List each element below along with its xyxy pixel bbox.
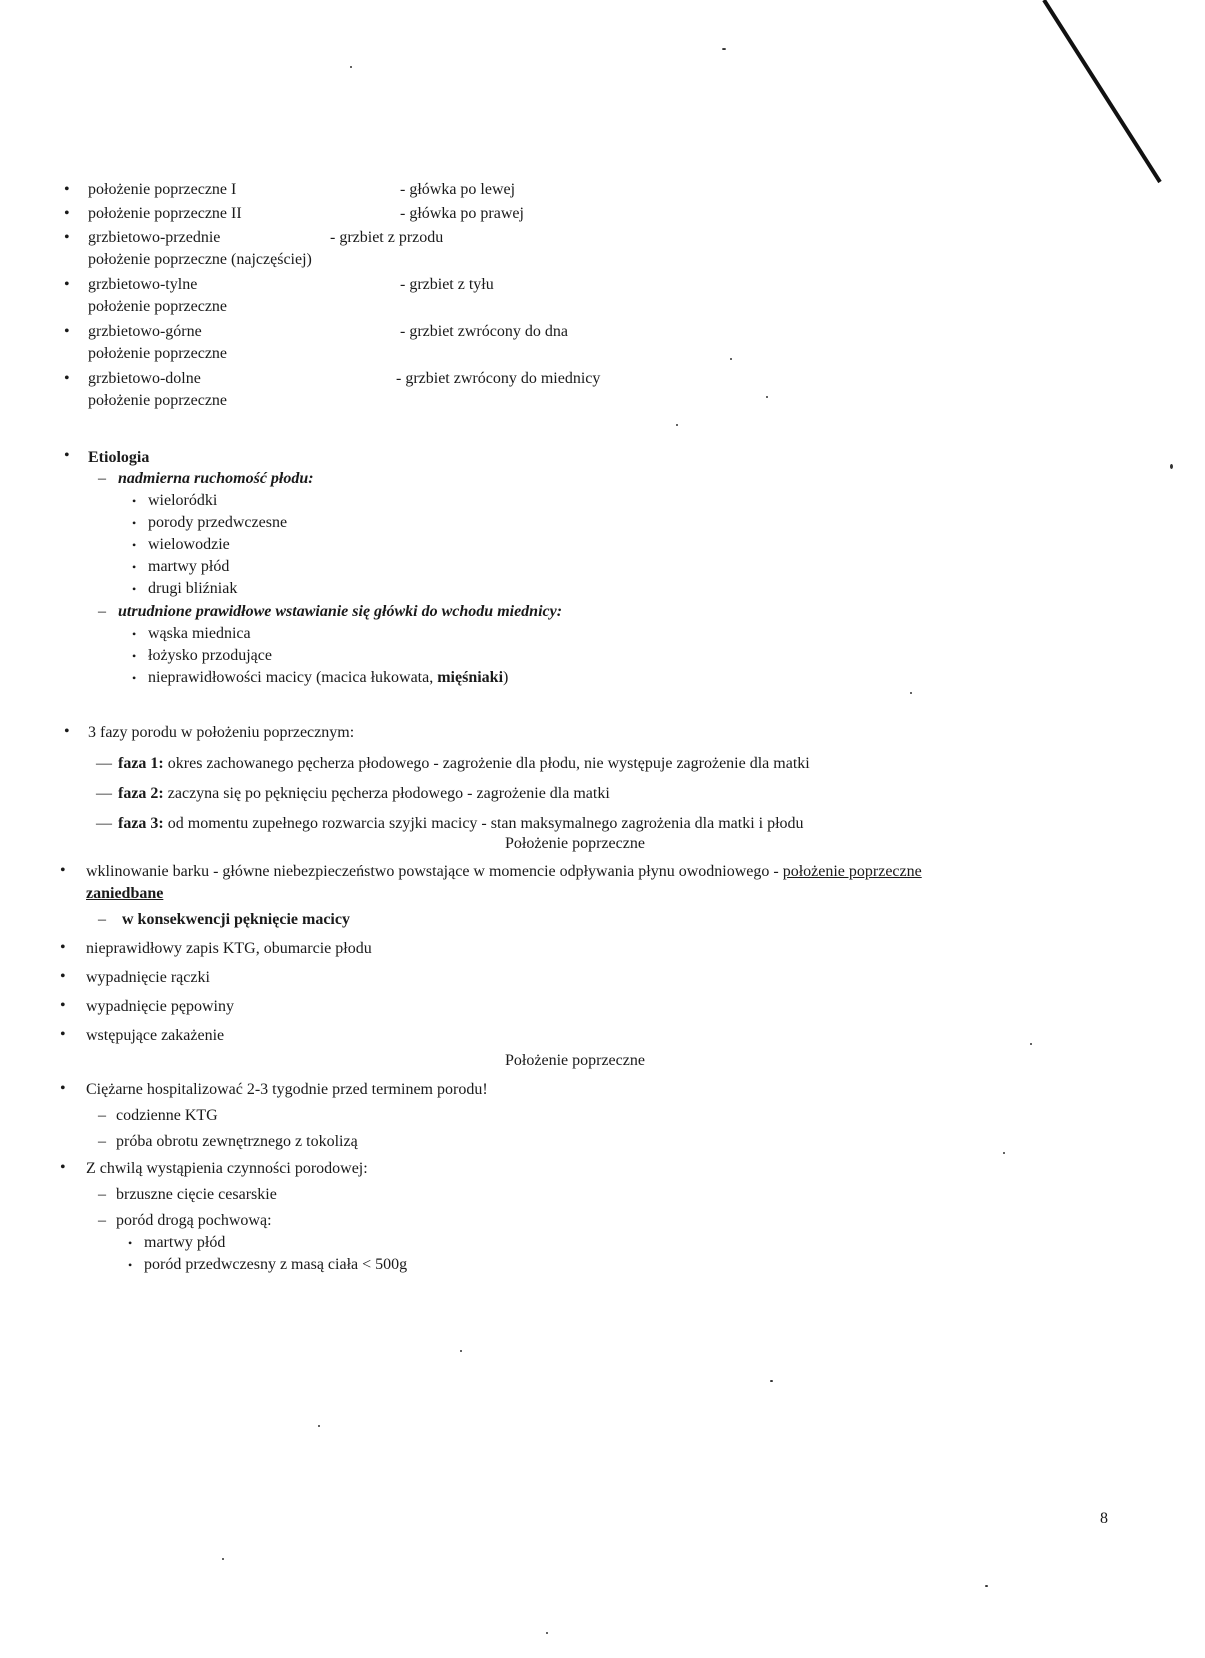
position-sub: położenie poprzeczne [88,345,228,362]
bullet-icon: • [64,723,70,740]
position-label: grzbietowo-tylne [88,276,198,293]
position-label: grzbietowo-przednie [88,229,221,246]
scan-speck [1030,1043,1032,1045]
complication-main [86,862,922,882]
management-sub: poród drogą pochwową: [116,1212,272,1229]
etiology-item: porody przedwczesne [148,514,288,531]
uterus-text: nieprawidłowości macicy (macica łukowata, [148,669,438,686]
section-heading: Położenie poprzeczne [505,835,645,852]
bullet-icon: • [60,1159,66,1176]
position-desc: - główka po prawej [400,205,524,222]
etiology-item: drugi bliźniak [148,580,238,597]
scan-speck [222,1558,224,1560]
scan-speck [1003,1152,1005,1154]
bullet-icon: • [132,560,137,574]
scan-speck [910,692,912,694]
etiology-item: wieloródki [148,492,218,509]
uterus-suffix: ) [503,669,509,686]
complication-item: wypadnięcie rączki [86,969,210,986]
phase-text: od momentu zupełnego rozwarcia szyjki macicy - stan maksymalnego zagrożenia dla matki i płodu [163,815,804,832]
bullet-icon: • [132,649,137,663]
scan-speck [722,48,726,50]
dash-icon: — [96,755,112,772]
bullet-icon: • [64,447,70,464]
bullet-icon: • [64,323,70,340]
etiology-group2-title: utrudnione prawidłowe wstawianie się główki do wchodu miednicy: [118,603,563,620]
complication-sub: w konsekwencji pęknięcie macicy [122,911,350,928]
dash-icon: – [98,1133,106,1150]
bullet-icon: • [60,997,66,1014]
bullet-icon: • [64,181,70,198]
bullet-icon: • [60,1080,66,1097]
phase-label: faza 1: [118,755,164,772]
scan-speck [985,1585,988,1587]
bullet-icon: • [60,939,66,956]
uterus-bold: mięśniaki [437,669,504,686]
dash-icon: – [98,1107,106,1124]
bullet-icon: • [132,627,137,641]
etiology-item: wąska miednica [148,625,251,642]
bullet-icon: • [60,862,66,879]
scan-speck [546,1632,548,1634]
etiology-title: Etiologia [88,449,150,466]
position-desc: - główka po lewej [400,181,516,198]
bullet-icon: • [128,1258,133,1272]
bullet-icon: • [60,968,66,985]
vaginal-item: poród przedwczesny z masą ciała < 500g [144,1256,408,1273]
section-heading: Położenie poprzeczne [505,1052,645,1069]
phase-label: faza 2: [118,785,164,802]
page-number: 8 [1100,1510,1108,1527]
phase-item [118,754,810,774]
bullet-icon: • [64,205,70,222]
management-sub: codzienne KTG [116,1107,218,1124]
bullet-icon: • [132,582,137,596]
position-desc: - grzbiet z tyłu [400,276,494,293]
phase-label: faza 3: [118,815,164,832]
bullet-icon: • [132,494,137,508]
management-item: Z chwilą wystąpienia czynności porodowej: [86,1160,368,1177]
phase-item [118,784,610,804]
position-sub: położenie poprzeczne (najczęściej) [88,251,312,268]
etiology-item-uterus [148,668,508,688]
position-label: grzbietowo-dolne [88,370,201,387]
bullet-icon: • [132,538,137,552]
dash-icon: — [96,815,112,832]
position-label: położenie poprzeczne II [88,205,242,222]
scan-speck [766,396,768,398]
etiology-item: wielowodzie [148,536,230,553]
scan-speck [676,424,678,426]
bullet-icon: • [64,276,70,293]
bullet-icon: • [64,370,70,387]
position-desc: - grzbiet zwrócony do dna [400,323,568,340]
scan-speck [1170,464,1173,469]
vaginal-item: martwy płód [144,1234,226,1251]
dash-icon: – [98,911,106,928]
bullet-icon: • [64,229,70,246]
bullet-icon: • [132,671,137,685]
bullet-icon: • [128,1236,133,1250]
bullet-icon: • [60,1026,66,1043]
position-sub: położenie poprzeczne [88,392,228,409]
scan-speck [460,1350,462,1352]
phase-text: okres zachowanego pęcherza płodowego - zagrożenie dla płodu, nie występuje zagrożenie dla matki [163,755,810,772]
management-sub: brzuszne cięcie cesarskie [116,1186,277,1203]
position-label: położenie poprzeczne I [88,181,237,198]
dash-icon: – [98,1212,106,1229]
complication-item: wstępujące zakażenie [86,1027,225,1044]
dash-icon: – [98,470,106,487]
complication-underline-cont: zaniedbane [86,885,164,902]
etiology-item: martwy płód [148,558,230,575]
complication-text: wklinowanie barku - główne niebezpieczeństwo powstające w momencie odpływania płynu owodniowego - [86,863,783,880]
complication-underline: położenie poprzeczne [782,863,922,880]
complication-item: nieprawidłowy zapis KTG, obumarcie płodu [86,940,372,957]
dash-icon: – [98,603,106,620]
position-sub: położenie poprzeczne [88,298,228,315]
scan-speck [350,66,352,68]
scan-line-mark [1030,0,1170,190]
dash-icon: — [96,785,112,802]
dash-icon: – [98,1186,106,1203]
position-desc: - grzbiet zwrócony do miednicy [396,370,601,387]
management-sub: próba obrotu zewnętrznego z tokolizą [116,1133,358,1150]
position-desc: - grzbiet z przodu [330,229,444,246]
phase-item [118,814,804,834]
phase-text: zaczyna się po pęknięciu pęcherza płodowego - zagrożenie dla matki [163,785,610,802]
scan-speck [770,1380,773,1382]
bullet-icon: • [132,516,137,530]
etiology-group1-title: nadmierna ruchomość płodu: [118,470,314,487]
complication-item: wypadnięcie pępowiny [86,998,234,1015]
scan-speck [730,358,732,360]
etiology-item: łożysko przodujące [148,647,272,664]
scan-speck [318,1425,320,1427]
phases-intro: 3 fazy porodu w położeniu poprzecznym: [88,724,355,741]
management-item: Ciężarne hospitalizować 2-3 tygodnie przed terminem porodu! [86,1081,488,1098]
position-label: grzbietowo-górne [88,323,202,340]
